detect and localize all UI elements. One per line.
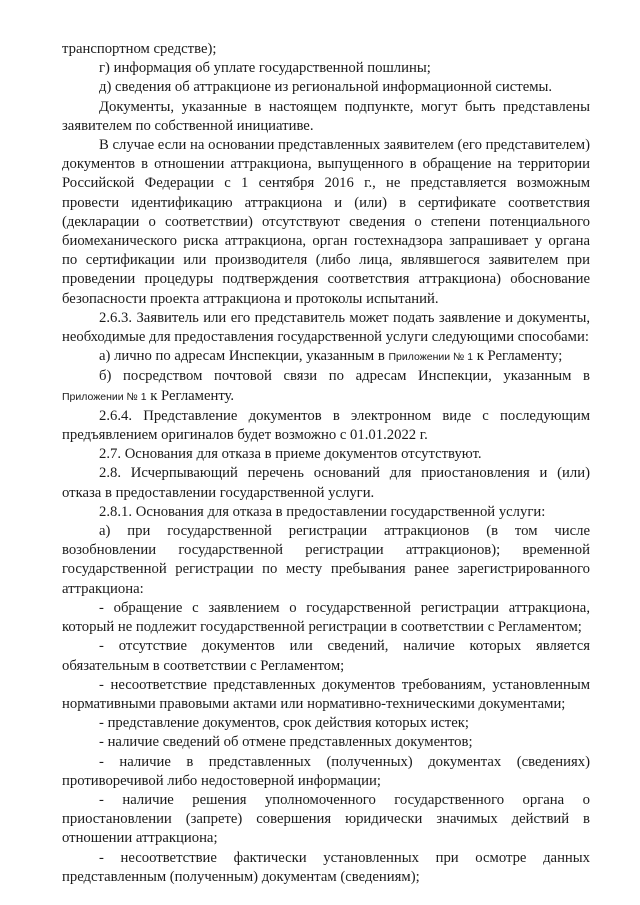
list-item: - наличие сведений об отмене представленных документов;	[99, 734, 473, 751]
paragraph-continuation: транспортном средстве);	[62, 41, 217, 57]
paragraph-2-6-3: 2.6.3. Заявитель или его представитель может подать заявление и документы, необходимые для предоставления государственной услуги следующими способами:	[62, 309, 590, 346]
paragraph-registration: а) при государственной регистрации аттракционов (в том числе возобновлении государственной регистрации аттракционов); временной государственной регистрации по месту пребывания ранее зарегистрированного аттракциона:	[62, 523, 590, 597]
list-item: - несоответствие фактически установленных при осмотре данных представленным (полученным) документам (сведениям);	[62, 849, 590, 885]
paragraph-2-8: 2.8. Исчерпывающий перечень оснований для приостановления и (или) отказа в предоставлении государственной услуги.	[62, 465, 590, 501]
method-b-after: к Регламенту.	[146, 387, 235, 404]
list-item: - наличие решения уполномоченного государственного органа о приостановлении (запрете) совершения юридически значимых действий в отношении аттракциона;	[62, 791, 590, 847]
list-item: - представление документов, срок действия которых истек;	[99, 715, 470, 732]
paragraph-method-a	[62, 347, 590, 367]
paragraph-2-6-4: 2.6.4. Представление документов в электронном виде с последующим предъявлением оригиналов будет возможно с 01.01.2022 г.	[62, 407, 590, 444]
annex-link-b: Приложении № 1	[62, 390, 147, 403]
list-item: - наличие в представленных (полученных) документах (сведениях) противоречивой либо недостоверной информации;	[62, 753, 590, 789]
list-item: - отсутствие документов или сведений, наличие которых является обязательным в соответствии с Регламентом;	[62, 638, 590, 674]
method-b-text: б) посредством почтовой связи по адресам Инспекции, указанным в	[99, 368, 590, 385]
paragraph-2-8-1: 2.8.1. Основания для отказа в предоставлении государственной услуги:	[99, 503, 546, 520]
method-a-text: а) лично по адресам Инспекции, указанным в	[99, 348, 389, 365]
paragraph-documents-initiative: Документы, указанные в настоящем подпункте, могут быть представлены заявителем по собственной инициативе.	[62, 98, 590, 134]
annex-link-a: Приложении № 1	[388, 351, 474, 364]
list-item: - обращение с заявлением о государственной регистрации аттракциона, который не подлежит государственной регистрации в соответствии с Регламентом;	[62, 599, 590, 636]
list-item: - несоответствие представленных документов требованиям, установленным нормативными правовыми актами или нормативно-техническими документами;	[62, 676, 590, 712]
paragraph-2-7: 2.7. Основания для отказа в приеме документов отсутствуют.	[99, 446, 482, 463]
paragraph-method-b	[62, 367, 590, 406]
document-page	[62, 40, 590, 887]
paragraph-identification: В случае если на основании представленных заявителем (его представителем) документов в отношении аттракциона, выпущенного в обращение на территории Российской Федерации с 1 сентября 2016 г., не представляется возможным провести идентификацию аттракциона и (или) в сертификате соответствия (декларации о соответствии) отсутствуют сведения о степени потенциального биомеханического риска аттракциона, орган гостехнадзора запрашивает у органа по сертификации или производителя (либо лица, являвшегося заявителем при проведении процедуры подтверждения соответствия аттракциона) обоснование безопасности проекта аттракциона и протоколы испытаний.	[62, 137, 590, 307]
paragraph-item-d: д) сведения об аттракционе из региональной информационной системы.	[99, 79, 553, 96]
method-a-after: к Регламенту;	[473, 348, 563, 365]
paragraph-item-g: г) информация об уплате государственной пошлины;	[99, 60, 431, 77]
